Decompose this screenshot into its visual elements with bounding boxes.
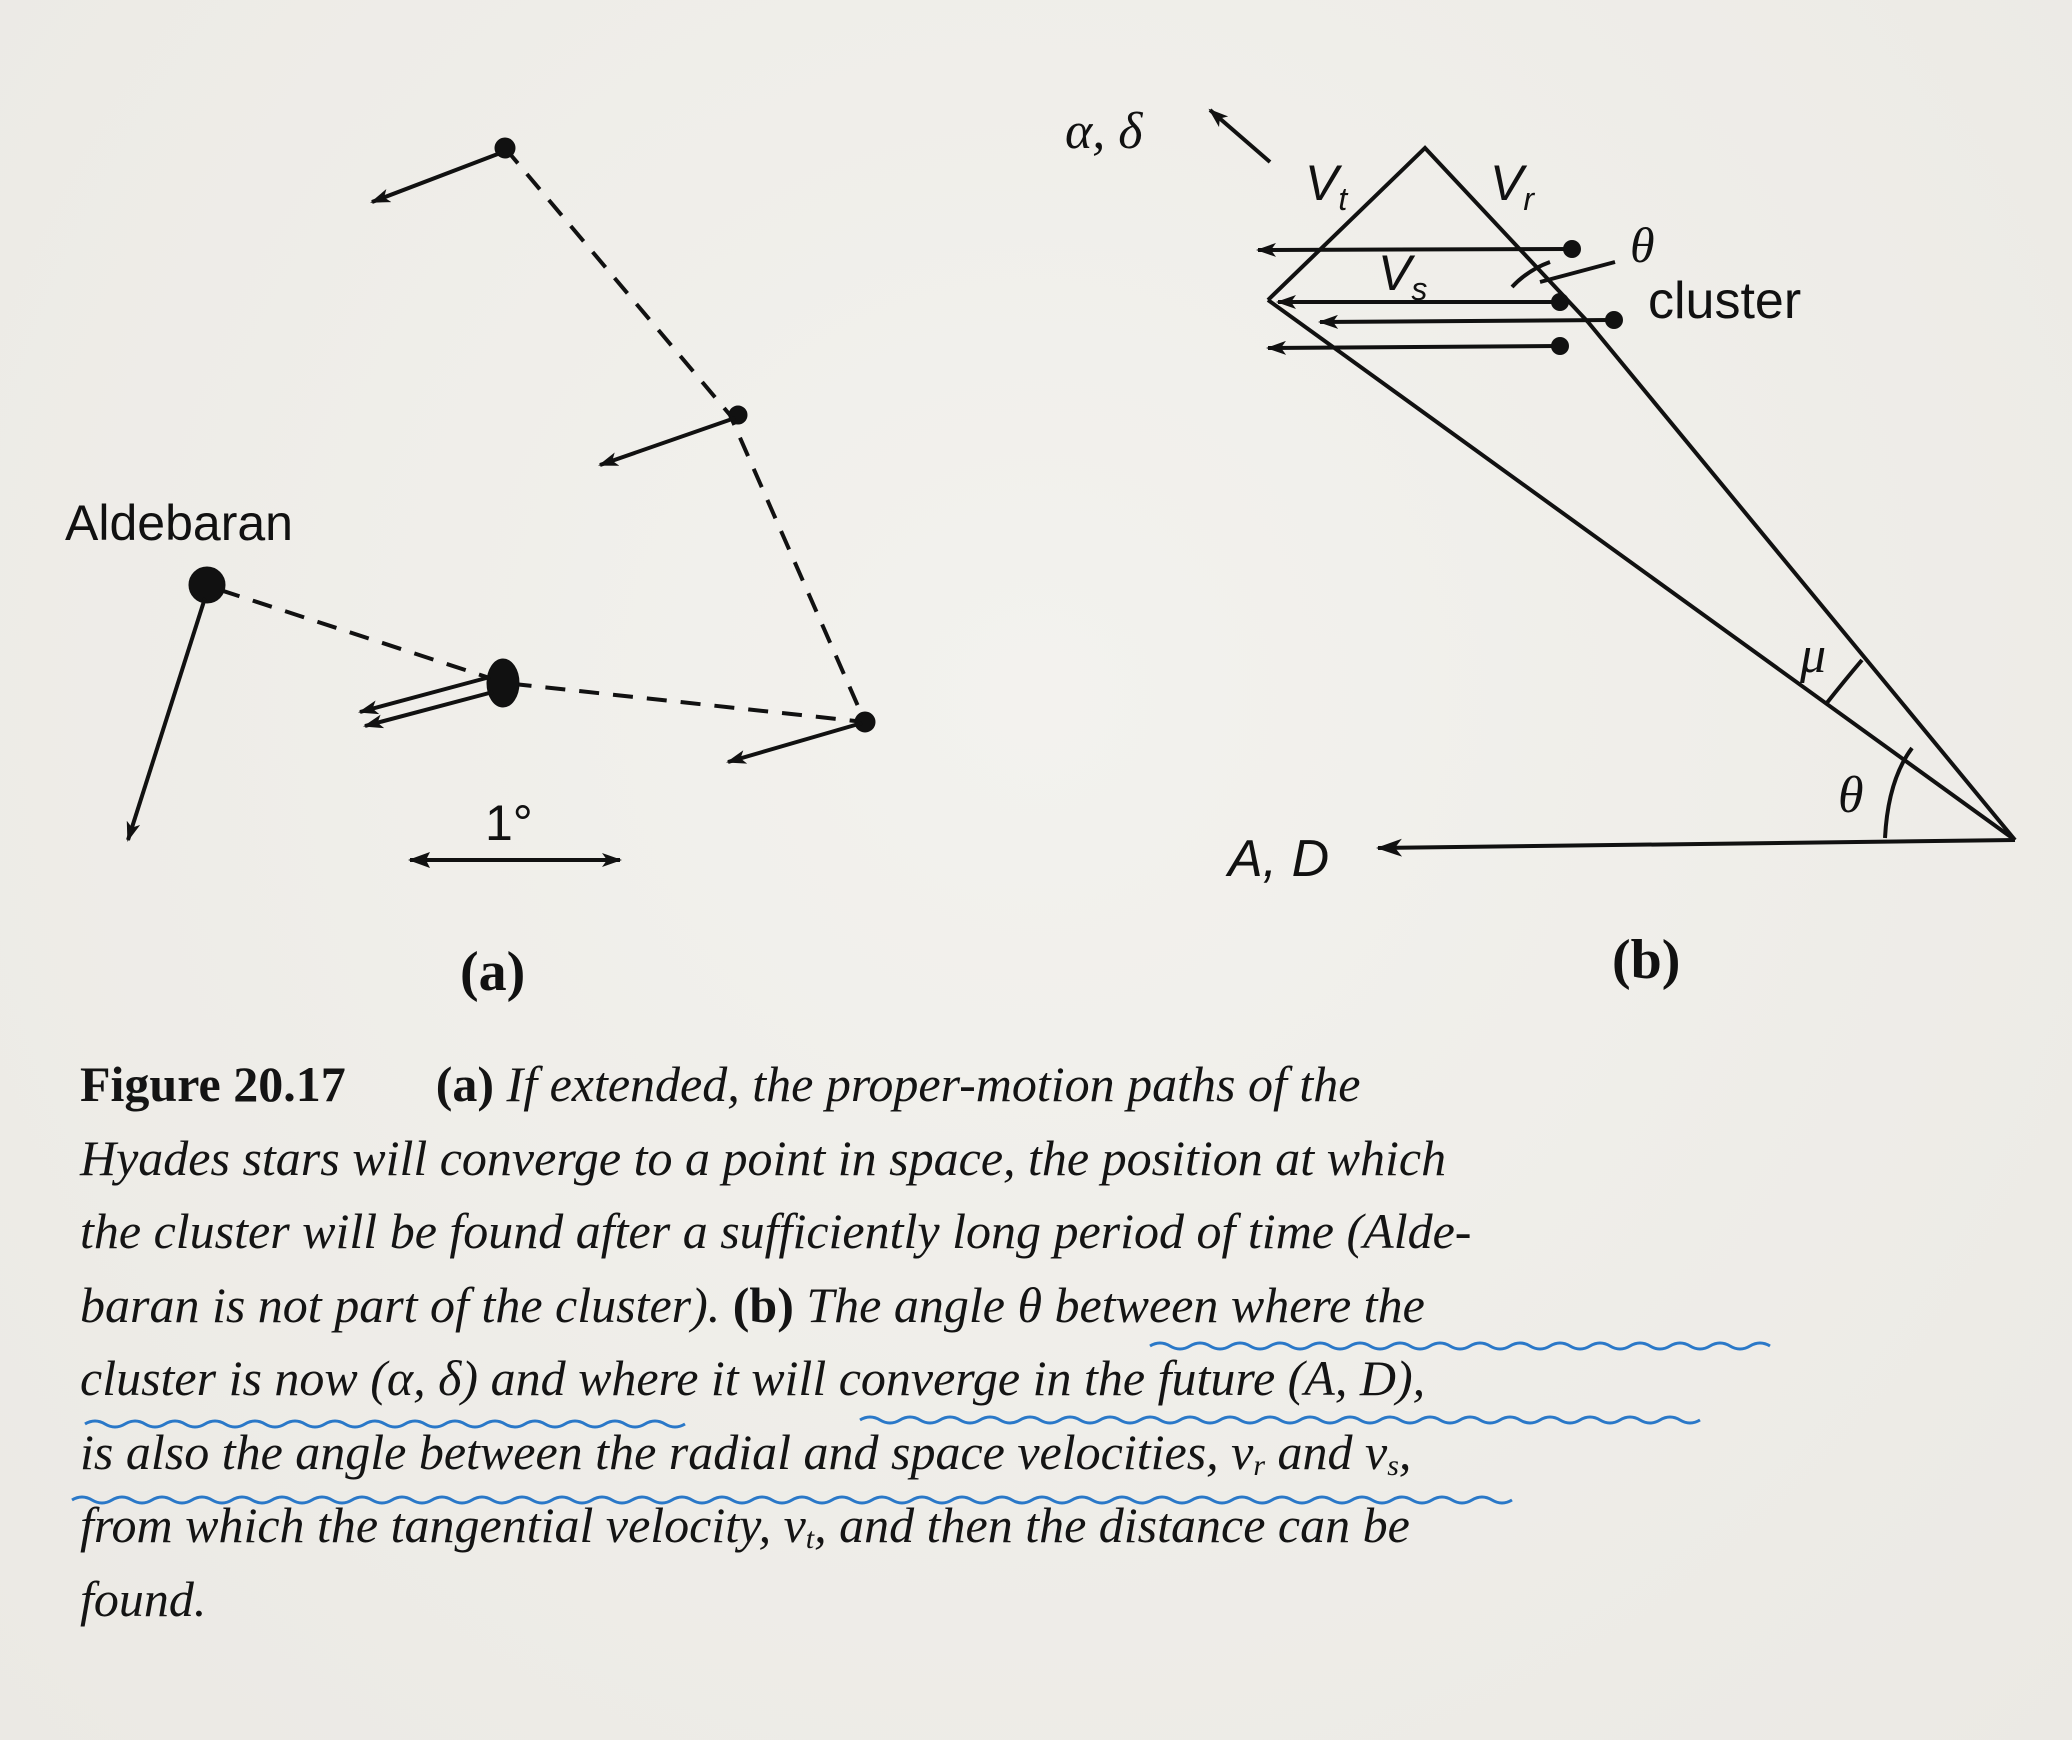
motion-arrow-double-1 [360, 677, 490, 712]
caption-line-7-sub-t: t [805, 1522, 815, 1555]
aldebaran-motion-arrow [128, 598, 205, 840]
caption-line-6 [80, 1416, 2040, 1490]
vt-label [1305, 155, 1348, 217]
motion-arrow-mid [600, 418, 735, 465]
motion-arrow-top [372, 152, 503, 202]
caption-line-3: the cluster will be found after a sufficiently long period of time (Alde- [80, 1203, 1472, 1259]
caption-line-6-a: is also the angle between the radial and space velocities, v [80, 1423, 1254, 1480]
panel-b [1210, 110, 2015, 848]
caption-line-4-a: baran is not part of the cluster). [80, 1276, 721, 1333]
cluster-arrow-4 [1268, 346, 1558, 348]
theta-label-top: θ [1630, 217, 1655, 273]
vt-main: V [1305, 155, 1339, 211]
caption-line-6-sub-r: r [1253, 1448, 1266, 1482]
vs-label [1378, 245, 1427, 307]
a-d-label: A, D [1228, 830, 1330, 888]
theta-label-vertex: θ [1838, 767, 1864, 824]
caption-line-7 [80, 1489, 2040, 1563]
star-right [855, 712, 875, 732]
vs-main: V [1378, 245, 1412, 301]
caption-line-6-c: , [1398, 1423, 1412, 1480]
caption-line-8: found. [80, 1570, 207, 1627]
star-double [487, 659, 519, 707]
caption-line-4 [80, 1269, 2040, 1343]
aldebaran-label: Aldebaran [65, 495, 293, 551]
mu-label: μ [1800, 627, 1827, 684]
mu-arc [1826, 660, 1862, 704]
star-mid [729, 406, 747, 424]
caption-part-b-marker: (b) [732, 1276, 794, 1333]
figure-number: Figure 20.17 [80, 1056, 346, 1112]
caption-line-2: Hyades stars will converge to a point in space, the position at which [80, 1129, 1447, 1186]
panel-a-label: (a) [460, 941, 526, 1003]
cluster-stars [1551, 240, 1623, 355]
aldebaran-star [189, 567, 225, 603]
caption-line-6-b: and v [1265, 1423, 1388, 1480]
vr-main: V [1490, 155, 1524, 211]
vr-label [1490, 155, 1535, 217]
caption-part-a-marker: (a) [435, 1056, 495, 1112]
cluster-label: cluster [1648, 272, 1802, 330]
caption-line-6-sub-s: s [1387, 1448, 1399, 1482]
vs-sub: s [1411, 271, 1428, 307]
caption-line-5: cluster is now (α, δ) and where it will converge in the future (A, D), [80, 1350, 1426, 1406]
vt-sub: t [1338, 181, 1348, 217]
line-vr-to-vertex [1588, 322, 2015, 840]
caption-line-4-b: The angle θ between where the [806, 1276, 1425, 1333]
cluster-arrow-1 [1258, 249, 1570, 250]
cluster-star-4 [1551, 337, 1569, 355]
caption-line-1-text: If extended, the proper-motion paths of the [506, 1056, 1361, 1112]
scale-label: 1° [485, 795, 533, 851]
cluster-star-3 [1605, 311, 1623, 329]
arrow-alpha-delta [1210, 110, 1270, 162]
caption-line-1 [80, 1048, 2040, 1122]
cluster-star-1 [1563, 240, 1581, 258]
motion-arrow-right [728, 723, 862, 762]
alpha-delta-label: α, δ [1065, 103, 1143, 160]
arrow-a-d [1378, 840, 2015, 848]
vr-sub: r [1523, 181, 1535, 217]
cluster-arrow-3 [1320, 320, 1610, 322]
theta-pointer [1540, 262, 1615, 282]
panel-b-label: (b) [1612, 929, 1681, 991]
motion-arrow-double-2 [365, 692, 493, 726]
cluster-star-2 [1551, 293, 1569, 311]
figure-caption [80, 1048, 2040, 1636]
caption-line-7-a: from which the tangential velocity, v [80, 1497, 806, 1553]
caption-line-7-b: , and then the distance can be [814, 1497, 1410, 1553]
dashed-path [205, 148, 865, 722]
